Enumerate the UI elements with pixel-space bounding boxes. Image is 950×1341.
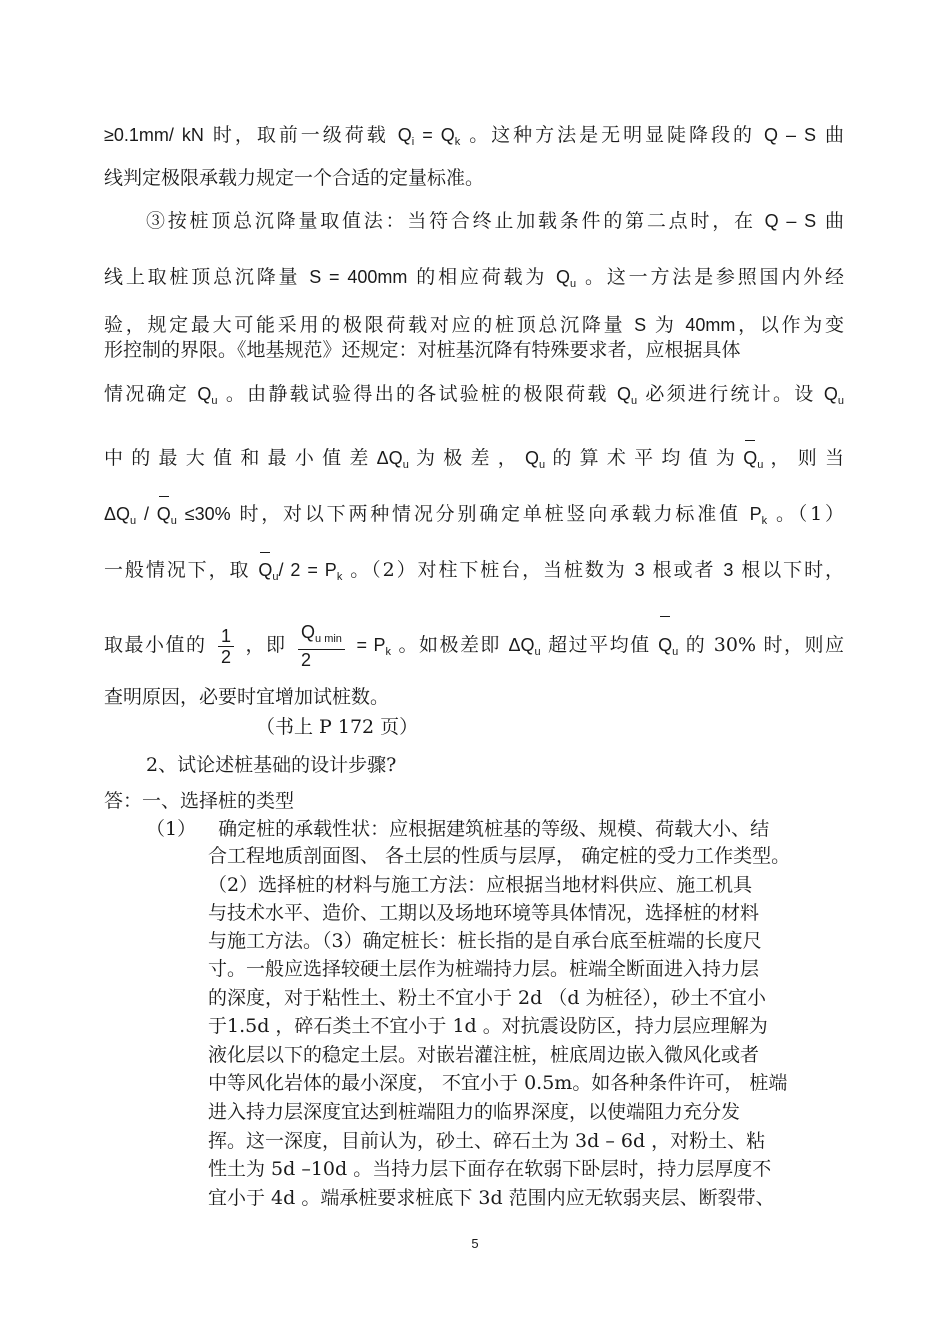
text-line: 液化层以下的稳定土层。对嵌岩灌注桩，桩底周边嵌入微风化或者 [208, 1044, 760, 1066]
text-line: 于1.5d ，碎石类土不宜小于 1d 。对抗震设防区，持力层应理解为 [208, 1015, 768, 1037]
text-line: 一般情况下，取 $Q_u/$ $2 = P_k$ 。（2）对柱下桩台，当桩数为 3 根或者 3 根以下时， [104, 559, 844, 583]
text-line: 与技术水平、造价、工期以及场地环境等具体情况，选择桩的材料 [208, 902, 760, 924]
answer-heading: 答：一、选择桩的类型 [104, 790, 295, 812]
text-line: 与施工方法。（3）确定桩长：桩长指的是自承台底至桩端的长度尺 [208, 930, 762, 952]
text-line: ③按桩顶总沉降量取值法：当符合终止加载条件的第二点时，在 Q – S 曲 [146, 210, 844, 232]
text-line: 情况确定 $Q_u$ 。由静载试验得出的各试验桩的极限荷载 $Q_u$ 必须进行统计。设 $Q_u$ [104, 383, 844, 407]
mean-q: Q [743, 448, 758, 468]
text-line: 挥。这一深度，目前认为，砂土、碎石土为 3d – 6d ，对粉土、粘 [208, 1130, 766, 1152]
text-line: 形控制的界限。《地基规范》还规定：对桩基沉降有特殊要求者，应根据具体 [104, 339, 741, 361]
text-line: 线判定极限承载力规定一个合适的定量标准。 [104, 167, 485, 189]
text-line: 寸。一般应选择较硬土层作为桩端持力层。桩端全断面进入持力层 [208, 958, 760, 980]
formula: = Q [414, 125, 455, 145]
formula: ≥0.1mm/ kN [104, 125, 204, 145]
text-line: 进入持力层深度宜达到桩端阻力的临界深度，以使端阻力充分发 [208, 1101, 741, 1123]
text-line: 的深度，对于粘性土、粉土不宜小于 2d （d 为桩径），砂土不宜小 [208, 987, 767, 1009]
symbol-q: Q [397, 125, 412, 145]
text-line: 中 的 最 大 值 和 最 小 值 差 $\Delta Q_u$ 为 极 差 ， $Q_u$ 的 算 术 平 均 值 为 $Q_u$ ， 则 当 [104, 447, 845, 471]
page-number: 5 [471, 1236, 479, 1251]
fraction: $\frac{1}{2}$ [218, 626, 234, 667]
mean-q: Q [258, 560, 273, 580]
text-line: 中等风化岩体的最小深度， 不宜小于 0.5m。如各种条件许可， 桩端 [208, 1072, 788, 1094]
formula: Q – S [764, 211, 817, 231]
formula: Q – S [763, 125, 816, 145]
text-line: （2）选择桩的材料与施工方法：应根据当地材料供应、施工机具 [208, 874, 753, 896]
mean-q: Q [658, 622, 672, 668]
text-line: 取最小值的 $\frac{1}{2}$ ，即 $\frac{Q_{u min}}{2}$ = $P_k$ 。如极差即 $\Delta Q_u$ 超过平均值 $Q_u$ 的 30% 时，则应 [104, 622, 844, 670]
text-line: $\Delta Q_u / Q_u \le 30\%$ 时，对以下两种情况分别确定单桩竖向承载力标准值 $P_k$ 。（1） [104, 503, 844, 527]
text-line: 合工程地质剖面图、 各土层的性质与层厚， 确定桩的受力工作类型。 [208, 845, 791, 867]
question-heading: 2、试论述桩基础的设计步骤? [146, 754, 397, 776]
text-line: 性土为 5d –10d 。当持力层下面存在软弱下卧层时，持力层厚度不 [208, 1158, 772, 1180]
text-line: 验，规定最大可能采用的极限荷载对应的桩顶总沉降量 S 为 40mm，以作为变 [104, 314, 844, 336]
page-reference: （书上 P 172 页） [256, 716, 419, 738]
text-line: ≥0.1mm/ kN 时，取前一级荷载 $Q_i = Q_k$ 。这种方法是无明显陡降段的 Q – S 曲 [104, 124, 844, 148]
text-line: （1） 确定桩的承载性状：应根据建筑桩基的等级、规模、荷载大小、结 [146, 818, 770, 840]
fraction: $\frac{Q_{u min}}{2}$ [298, 622, 345, 670]
text-line: 查明原因，必要时宜增加试桩数。 [104, 686, 390, 708]
formula: S = 400mm [309, 267, 408, 287]
text-line: 线上取桩顶总沉降量 S = 400mm 的相应荷载为 $Q_u$ 。这一方法是参照国内外经 [104, 266, 845, 290]
mean-q: Q [156, 504, 171, 524]
text-line: 宜小于 4d 。端承桩要求桩底下 3d 范围内应无软弱夹层、断裂带、 [208, 1187, 775, 1209]
